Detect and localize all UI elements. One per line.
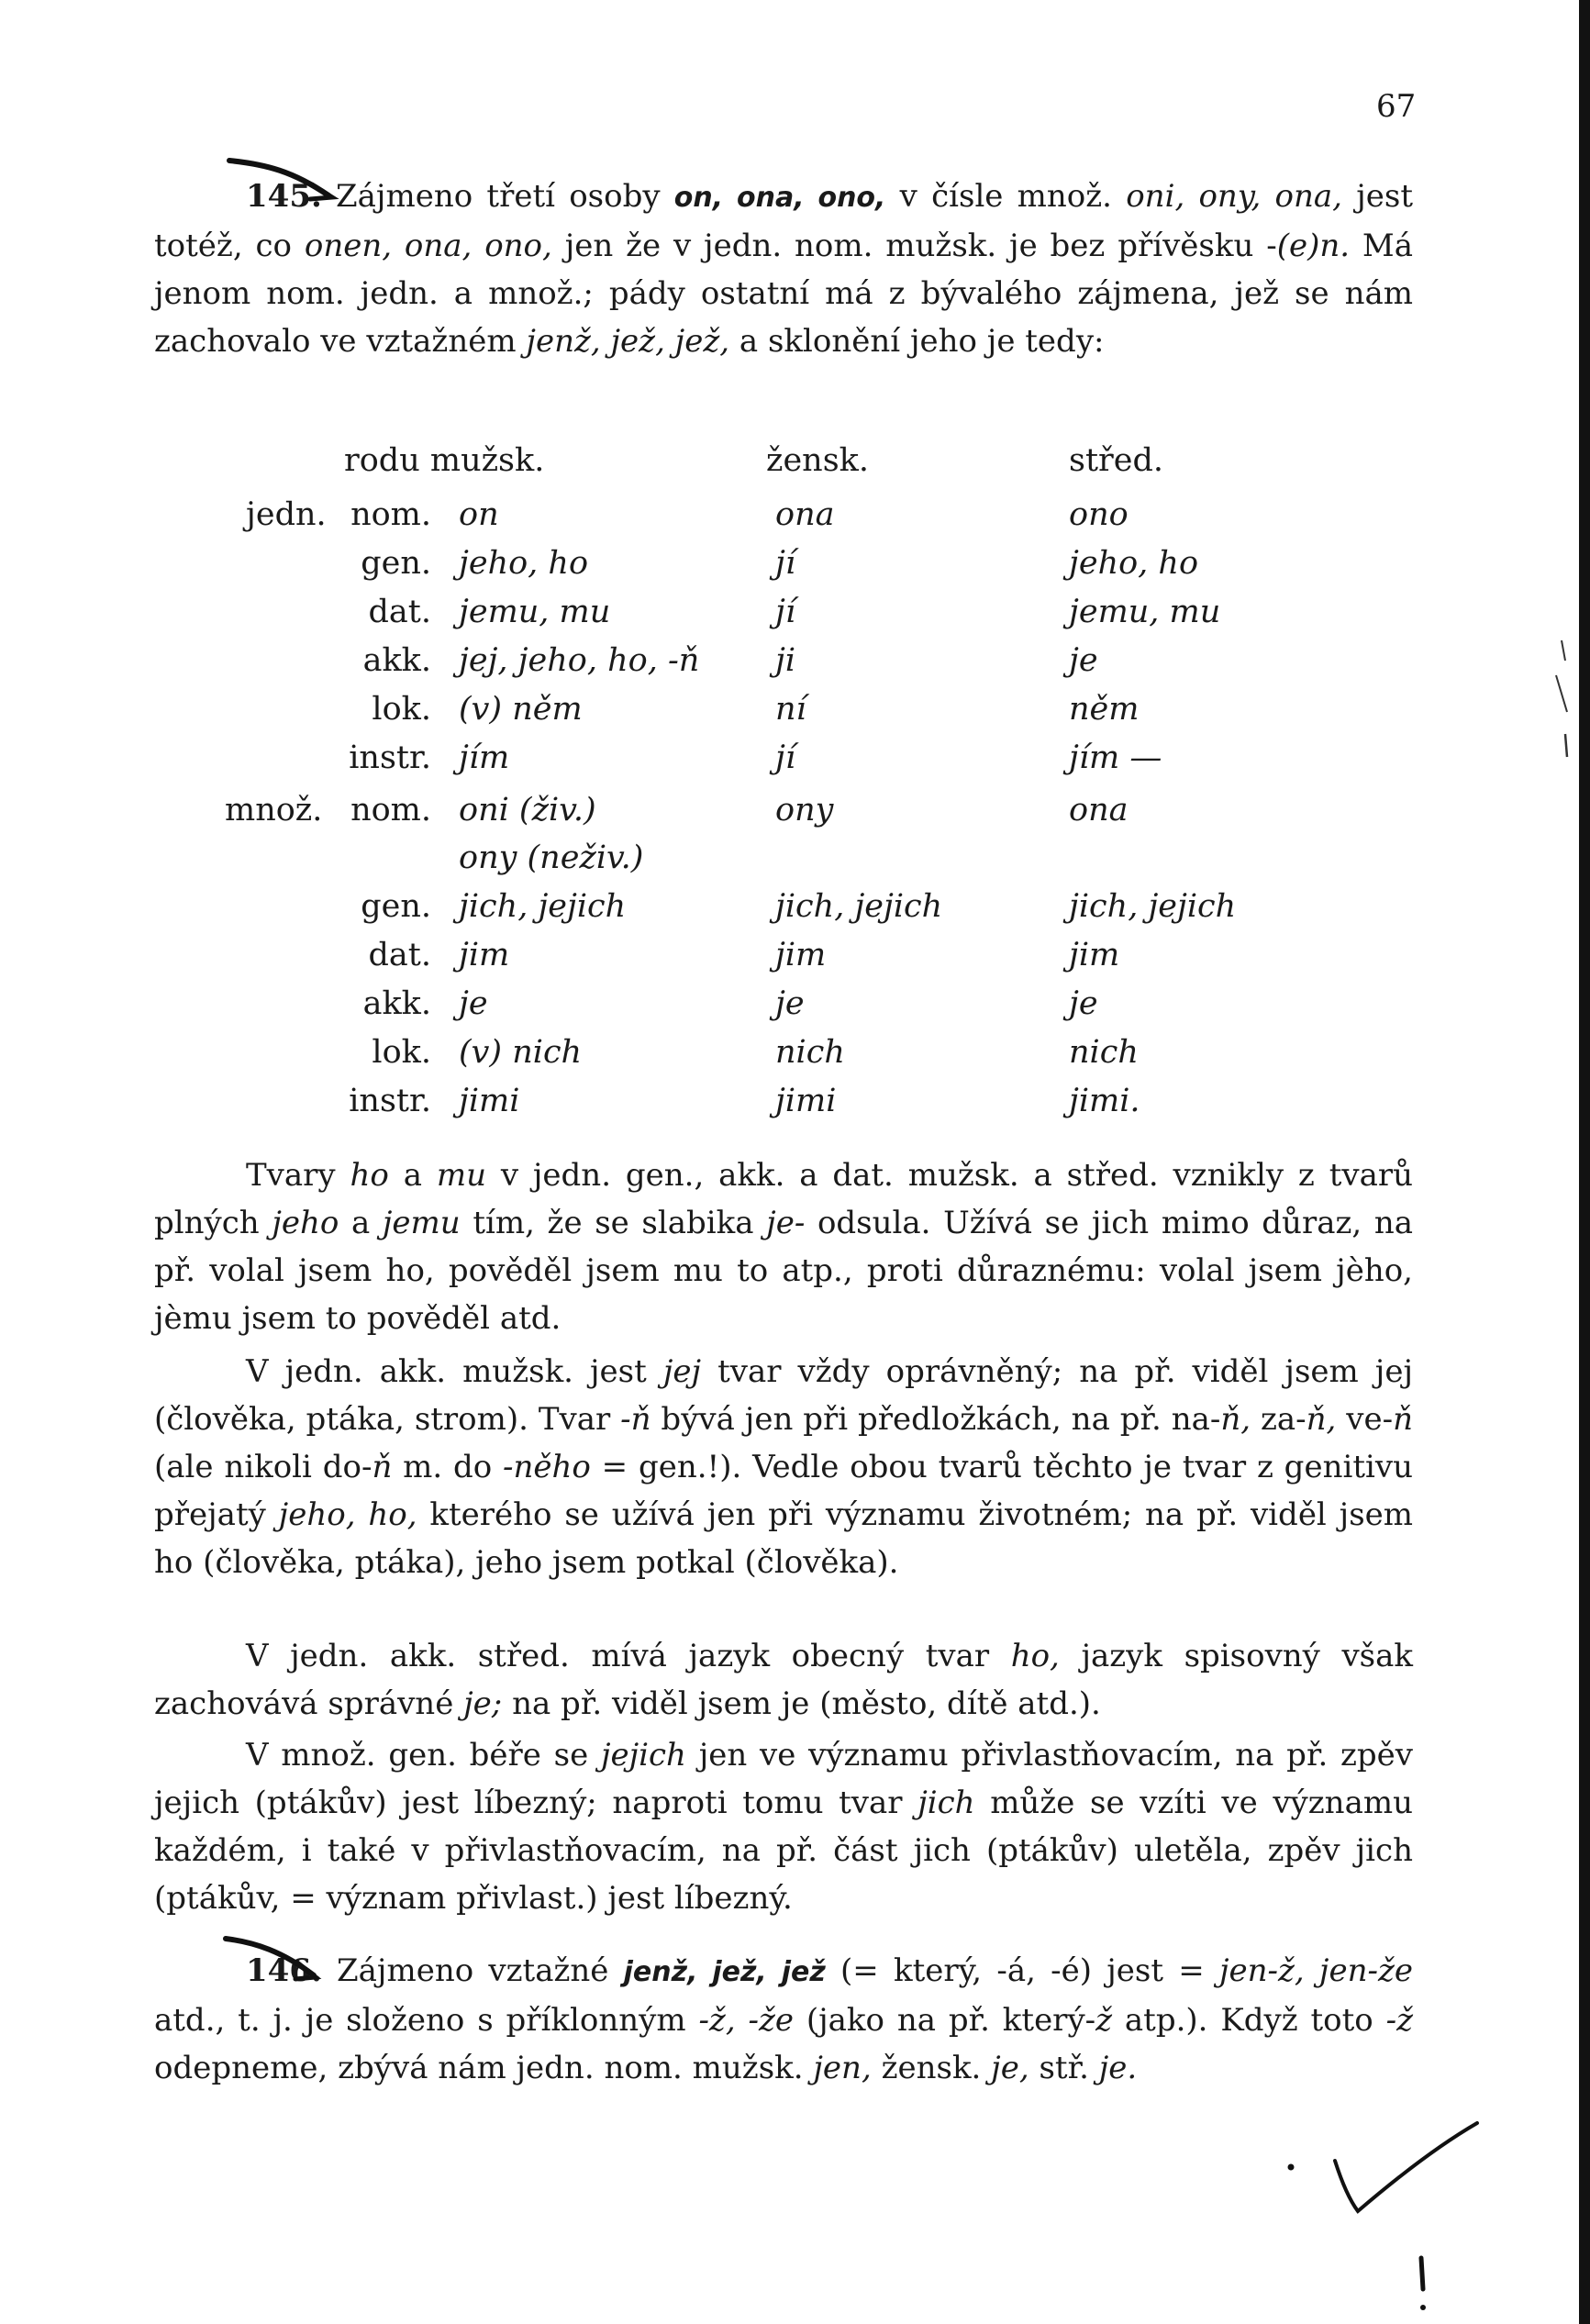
form-neuter: jeho, ho <box>1069 545 1199 582</box>
checkmark-icon <box>1271 2119 1491 2220</box>
text-run: atd., t. j. je složeno s příklonným <box>154 2002 699 2039</box>
text-run: za- <box>1251 1401 1306 1438</box>
form-feminine: jim <box>775 937 827 973</box>
text-run: Zájmeno vztažné <box>321 1952 624 1989</box>
text-run: V množ. gen. béře se <box>246 1737 601 1774</box>
paragraph-number: 145. <box>246 178 322 215</box>
paragraph-accusative-masculine <box>154 1348 1413 1586</box>
form-masculine: jimi <box>459 1083 520 1119</box>
form-feminine: ony <box>775 792 834 828</box>
header-feminine: žensk. <box>766 442 869 479</box>
text-run: jazyk spisovný však zachovává správné <box>154 1638 1413 1722</box>
text-run: Zájmeno třetí osoby <box>336 178 674 215</box>
number-label-singular: jedn. <box>246 496 327 533</box>
text-run: kterého se užívá jen při významu životném; na př. viděl jsem ho (člověka, ptáka), jeho jsem potkal (člověka). <box>154 1496 1413 1581</box>
word-form: je; <box>463 1685 503 1722</box>
word-form: je, <box>991 2050 1029 2086</box>
form-feminine: jí <box>775 594 796 630</box>
paragraph-number: 146. <box>246 1952 322 1989</box>
text-run: (jako na př. který- <box>794 2002 1096 2039</box>
form-neuter: jimi. <box>1069 1083 1140 1119</box>
word-form: jeho <box>272 1205 339 1241</box>
text-run: v čísle množ. <box>885 178 1127 215</box>
word-form: jen, <box>813 2050 872 2086</box>
text-run: m. do <box>392 1449 504 1485</box>
form-masculine: jím <box>459 739 510 776</box>
word-form: jejich <box>600 1737 686 1774</box>
pronoun-forms: onen, ona, ono, <box>304 228 552 264</box>
text-run: = gen.!). Vedle obou tvarů těchto je tvar z genitivu přejatý <box>154 1449 1413 1533</box>
text-run: a <box>388 1157 437 1194</box>
text-run: stř. <box>1028 2050 1099 2086</box>
text-run: Tvary <box>246 1157 350 1194</box>
word-form: jej <box>662 1353 702 1390</box>
word-form: -ž, -že <box>698 2002 795 2039</box>
word-form: jeho, ho, <box>278 1496 417 1533</box>
form-masculine: (v) nich <box>459 1034 583 1071</box>
pronoun-forms: oni, ony, ona, <box>1126 178 1342 215</box>
form-feminine: jí <box>775 739 796 776</box>
form-neuter: něm <box>1069 691 1140 728</box>
form-masculine: jim <box>459 937 510 973</box>
header-neuter: střed. <box>1069 442 1164 479</box>
form-neuter: jich, jejich <box>1069 888 1237 925</box>
word-form: ň, <box>1220 1401 1251 1438</box>
paragraph-146 <box>154 1947 1413 2092</box>
text-run: žensk. <box>871 2050 992 2086</box>
form-masculine: je <box>459 985 488 1022</box>
pronoun-forms: on, ona, ono, <box>673 182 886 214</box>
word-form: ň <box>372 1449 393 1485</box>
paragraph-genitive-plural <box>154 1731 1413 1922</box>
form-feminine: ona <box>775 496 835 533</box>
word-form: -ň <box>620 1401 651 1438</box>
form-masculine-inanimate: ony (neživ.) <box>459 840 644 876</box>
text-run: jest totéž, co <box>154 178 1413 264</box>
margin-mark <box>1552 633 1580 780</box>
text-run: bývá jen při předložkách, na př. na- <box>650 1401 1221 1438</box>
text-run: na př. viděl jsem je (město, dítě atd.). <box>502 1685 1101 1722</box>
form-masculine: jej, jeho, ho, -ň <box>459 642 700 679</box>
case-label: dat. <box>368 594 431 630</box>
form-neuter: ona <box>1069 792 1129 828</box>
form-feminine: ní <box>775 691 806 728</box>
text-run: V jedn. akk. střed. mívá jazyk obecný tvar <box>246 1638 1011 1674</box>
word-form: ho, <box>1010 1638 1060 1674</box>
page-number: 67 <box>1376 88 1417 125</box>
text-run: může se vzíti ve významu každém, i také v přivlastňovacím, na př. část jich (ptákův) uletěla, zpěv jich (ptákův, = význam přivlast.) jest líbezný. <box>154 1785 1413 1917</box>
number-label-plural: množ. <box>225 792 323 828</box>
form-neuter: ono <box>1069 496 1129 533</box>
text-run: jen že v jedn. nom. mužsk. je bez přívěsku - <box>551 228 1277 264</box>
case-label: instr. <box>349 739 431 776</box>
paragraph-accusative-neuter <box>154 1632 1413 1728</box>
case-label: gen. <box>361 888 431 925</box>
form-neuter: je <box>1069 642 1098 679</box>
text-run: Má jenom nom. jedn. a množ.; pády ostatní má z bývalého zájmena, jež se nám zachovalo ve vztažném <box>154 228 1413 360</box>
text-run: v jedn. gen., akk. a dat. mužsk. a střed. vznikly z tvarů plných <box>154 1157 1413 1241</box>
form-masculine: jich, jejich <box>459 888 627 925</box>
word-form: ň <box>1393 1401 1413 1438</box>
header-masculine: rodu mužsk. <box>344 442 545 479</box>
text-run: a sklonění jeho je tedy: <box>729 323 1105 360</box>
text-run: jen ve významu přivlastňovacím, na př. zpěv jejich (ptákův) jest líbezný; naproti tomu tvar <box>154 1737 1414 1821</box>
form-neuter: jemu, mu <box>1069 594 1221 630</box>
form-feminine: nich <box>775 1034 845 1071</box>
word-form: -něho <box>503 1449 591 1485</box>
form-feminine: je <box>775 985 805 1022</box>
word-form: -ž <box>1385 2002 1413 2039</box>
word-form: je- <box>766 1205 806 1241</box>
form-feminine: jí <box>775 545 796 582</box>
word-form: mu <box>436 1157 486 1194</box>
case-label: instr. <box>349 1083 431 1119</box>
case-label: nom. <box>350 792 431 828</box>
form-feminine: jich, jejich <box>775 888 943 925</box>
case-label: nom. <box>350 496 431 533</box>
form-neuter: jim <box>1069 937 1120 973</box>
form-neuter: jím — <box>1069 739 1162 776</box>
text-run: (= který, -á, -é) jest = <box>825 1952 1219 1989</box>
text-run: ve- <box>1336 1401 1394 1438</box>
case-label: lok. <box>372 1034 431 1071</box>
form-masculine: on <box>459 496 499 533</box>
form-masculine: oni (živ.) <box>459 792 596 828</box>
form-masculine: jeho, ho <box>459 545 589 582</box>
case-label: dat. <box>368 937 431 973</box>
form-neuter: je <box>1069 985 1098 1022</box>
word-form: je. <box>1098 2050 1138 2086</box>
form-neuter: nich <box>1069 1034 1139 1071</box>
page-edge-shadow <box>1579 0 1590 2324</box>
form-masculine: jemu, mu <box>459 594 611 630</box>
pronoun-forms: jenž, jež, jež <box>623 1956 826 1988</box>
word-form: ž <box>1095 2002 1113 2039</box>
form-feminine: jimi <box>775 1083 837 1119</box>
paragraph-short-forms <box>154 1151 1413 1342</box>
word-form: ho <box>350 1157 389 1194</box>
form-masculine: (v) něm <box>459 691 583 728</box>
case-label: lok. <box>372 691 431 728</box>
case-label: akk. <box>362 985 431 1022</box>
word-form: jen-ž, jen-že <box>1218 1952 1414 1989</box>
text-run: odsula. Užívá se jich mimo důraz, na př. volal jsem ho, pověděl jsem mu to atp., proti důraznému: volal jsem jèho, jèmu jsem to pověděl atd. <box>154 1205 1413 1337</box>
word-form: jich <box>917 1785 975 1821</box>
pencil-strike-mark <box>218 1931 328 1986</box>
text-run: V jedn. akk. mužsk. jest <box>246 1353 663 1390</box>
text-run: a <box>339 1205 383 1241</box>
form-feminine: ji <box>775 642 796 679</box>
word-form: ň, <box>1306 1401 1337 1438</box>
pronoun-forms: jenž, jež, jež, <box>526 323 730 360</box>
text-run: (ale nikoli do- <box>154 1449 372 1485</box>
margin-mark <box>1408 2252 1436 2317</box>
case-label: akk. <box>362 642 431 679</box>
pencil-strike-mark <box>220 151 349 206</box>
text-run: odepneme, zbývá nám jedn. nom. mužsk. <box>154 2050 814 2086</box>
word-form: jemu <box>382 1205 461 1241</box>
text-run: tvar vždy oprávněný; na př. viděl jsem jej (člověka, ptáka, strom). Tvar <box>154 1353 1413 1438</box>
case-label: gen. <box>361 545 431 582</box>
text-run: tím, že se slabika <box>460 1205 767 1241</box>
suffix-form: (e)n. <box>1276 228 1351 264</box>
text-run: atp.). Když toto <box>1112 2002 1386 2039</box>
